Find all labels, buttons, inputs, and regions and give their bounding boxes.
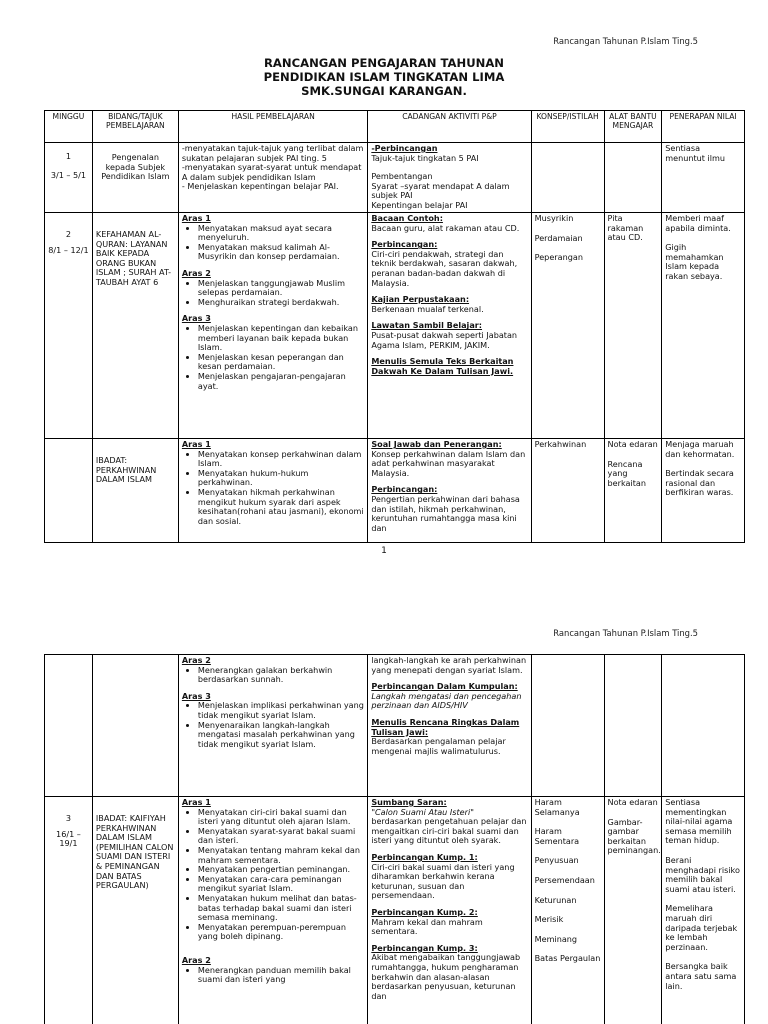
concept-term: Perkahwinan — [534, 439, 587, 449]
cell-nilai — [662, 213, 745, 439]
level-heading: Aras 1 — [181, 213, 211, 223]
concept-term: Persemendaan — [534, 874, 595, 885]
header-minggu: MINGGU — [45, 111, 93, 143]
header-alat: ALAT BANTU MENGAJAR — [604, 111, 662, 143]
outcome-list — [182, 966, 364, 985]
concept-term: Meminang — [534, 933, 578, 944]
list-item: • Menerangkan galakan berkahwin berdasarkan sunnah. — [198, 666, 364, 685]
teaching-aid: Pita rakaman atau CD. — [607, 213, 644, 243]
cell-bidang — [92, 797, 178, 1024]
activity-text: Ciri-ciri pendakwah, strategi dan teknik berdakwah, sasaran dakwah, peranan badan-badan dakwah di Malaysia. — [371, 248, 518, 288]
outcome-list — [182, 324, 364, 391]
cell-nilai — [662, 655, 745, 797]
activity-text: Pembentangan — [371, 171, 433, 182]
topic-text: IBADAT: PERKAHWINAN DALAM ISLAM — [95, 455, 157, 485]
document-title — [0, 56, 768, 98]
teaching-aid: Nota edaran — [607, 439, 658, 449]
activity-text: Berkenaan mualaf terkenal. — [371, 303, 484, 314]
level-heading: Aras 1 — [181, 797, 211, 807]
value-text: Memelihara maruah diri daripada terjebak ke lembah perzinaan. — [665, 903, 738, 952]
cell-bidang — [92, 143, 178, 213]
week-number: 2 — [65, 229, 72, 239]
header-hasil: HASIL PEMBELAJARAN — [178, 111, 367, 143]
activity-text: Pengertian perkahwinan dari bahasa dan istilah, hikmah perkahwinan, keruntuhan rumahtangga masa kini dan — [371, 493, 520, 533]
cell-aktiviti — [368, 797, 531, 1024]
cell-bidang — [92, 655, 178, 797]
cell-hasil — [178, 439, 367, 543]
concept-term: Haram Sementara — [534, 826, 580, 846]
activity-heading: Perbincangan: — [371, 484, 438, 495]
table-header-row — [45, 111, 745, 143]
activity-heading: Perbincangan Kump. 3: — [371, 942, 478, 953]
list-item: • Menerangkan panduan memilih bakal suami dan isteri yang — [198, 966, 364, 985]
week-dates: 8/1 – 12/1 — [48, 244, 89, 255]
list-item: • Menyatakan tentang mahram kekal dan mahram sementara. — [198, 846, 364, 865]
activity-text: Berdasarkan pengalaman pelajar mengenai majlis walimatulurus. — [371, 736, 506, 756]
week-number: 1 — [65, 151, 72, 161]
level-heading: Aras 2 — [181, 655, 211, 665]
cell-hasil — [178, 213, 367, 439]
cell-aktiviti — [368, 143, 531, 213]
plan-table — [44, 110, 745, 543]
teaching-aid: Gambar-gambar berkaitan peminangan. — [607, 816, 661, 856]
topic-text: IBADAT: KAIFIYAH PERKAHWINAN DALAM ISLAM (PEMILIHAN CALON SUAMI DAN ISTERI & PEMINANGAN DAN BATAS PERGAULAN) — [95, 813, 174, 891]
table-row — [45, 213, 745, 439]
cell-minggu — [45, 797, 93, 1024]
plan-table-continued — [44, 654, 745, 1024]
activity-heading: Perbincangan Kump. 2: — [371, 906, 478, 917]
activity-heading: Soal Jawab dan Penerangan: — [371, 439, 502, 449]
list-item: • Menyenaraikan langkah-langkah mengatasi masalah perkahwinan yang tidak mengikut syariat Islam. — [198, 721, 364, 750]
teaching-aid: Rencana yang berkaitan — [607, 458, 647, 488]
activity-text: Langkah mengatasi dan pencegahan perzinaan dan AIDS/HIV — [371, 690, 522, 711]
title-line-3: SMK.SUNGAI KARANGAN. — [301, 84, 467, 98]
activity-heading: Perbincangan Kump. 1: — [371, 851, 478, 862]
list-item: • Menjelaskan pengajaran-pengajaran ayat. — [198, 372, 364, 391]
list-item: • Menyatakan ciri-ciri bakal suami dan isteri yang dituntut oleh ajaran Islam. — [198, 808, 364, 827]
list-item: • Menjelaskan kepentingan dan kebaikan memberi layanan baik kepada bukan Islam. — [198, 324, 364, 353]
concept-term: Keturunan — [534, 894, 577, 905]
list-item: • Menyatakan hikmah perkahwinan mengikut hukum syarak dari aspek kesihatan(rohani atau jasmani), ekonomi dan sosial. — [198, 488, 364, 526]
page-number: 1 — [381, 546, 387, 556]
outcome-text: -menyatakan syarat-syarat untuk mendapat A dalam subjek pendidikan Islam — [181, 162, 362, 182]
level-heading: Aras 3 — [181, 690, 211, 701]
cell-alat — [604, 439, 662, 543]
activity-heading: Bacaan Contoh: — [371, 213, 443, 223]
activity-text: Bacaan guru, alat rakaman atau CD. — [371, 222, 520, 233]
cell-konsep — [531, 213, 604, 439]
teaching-aid: Nota edaran — [607, 797, 658, 807]
outcome-text: - Menjelaskan kepentingan belajar PAI. — [181, 181, 339, 192]
header-bidang: BIDANG/TAJUK PEMBELAJARAN — [92, 111, 178, 143]
header-nilai: PENERAPAN NILAI — [662, 111, 745, 143]
table-row — [45, 143, 745, 213]
list-item: • Menyatakan konsep perkahwinan dalam Islam. — [198, 450, 364, 469]
table-row — [45, 797, 745, 1024]
header-aktiviti: CADANGAN AKTIVITI P&P — [368, 111, 531, 143]
activity-heading: Sumbang Saran: — [371, 797, 447, 807]
table-row — [45, 655, 745, 797]
activity-text: Tajuk-tajuk tingkatan 5 PAI — [371, 152, 479, 163]
cell-minggu — [45, 143, 93, 213]
concept-term: Penyusuan — [534, 855, 579, 866]
concept-term: Perdamaian — [534, 232, 583, 243]
activity-text: Pusat-pusat dakwah seperti Jabatan Agama Islam, PERKIM, JAKIM. — [371, 329, 518, 350]
activity-heading: Perbincangan Dalam Kumpulan: — [371, 681, 518, 692]
level-heading: Aras 2 — [181, 267, 211, 278]
activity-text: Konsep perkahwinan dalam Islam dan adat perkahwinan masyarakat Malaysia. — [371, 448, 526, 478]
outcome-list — [182, 701, 364, 749]
running-header: Rancangan Tahunan P.Islam Ting.5 — [553, 628, 698, 638]
activity-text: Kepentingan belajar PAI — [371, 199, 468, 210]
list-item: • Menyatakan maksud kalimah Al-Musyrikin dan konsep perdamaian. — [198, 243, 364, 262]
outcome-list — [182, 224, 364, 262]
list-item: • Menyatakan syarat-syarat bakal suami dan isteri. — [198, 827, 364, 846]
outcome-list — [182, 666, 364, 685]
cell-konsep — [531, 655, 604, 797]
value-text: Gigih memahamkan Islam kepada rakan sebaya. — [665, 242, 724, 281]
cell-aktiviti — [368, 439, 531, 543]
value-text: Sentiasa mementingkan nilai-nilai agama semasa memilih teman hidup. — [665, 797, 733, 846]
cell-minggu — [45, 213, 93, 439]
cell-konsep — [531, 439, 604, 543]
activity-text: Mahram kekal dan mahram sementara. — [371, 916, 483, 937]
activity-heading: Kajian Perpustakaan: — [371, 294, 470, 305]
cell-minggu — [45, 655, 93, 797]
week-dates: 3/1 – 5/1 — [50, 169, 87, 180]
cell-bidang — [92, 439, 178, 543]
activity-heading: Menulis Semula Teks Berkaitan Dakwah Ke Dalam Tulisan Jawi. — [371, 356, 514, 376]
list-item: • Menjelaskan tanggungjawab Muslim selepas perdamaian. — [198, 279, 364, 298]
cell-alat — [604, 143, 662, 213]
list-item: • Menyatakan hukum-hukum perkahwinan. — [198, 469, 364, 488]
cell-nilai — [662, 797, 745, 1024]
cell-konsep — [531, 143, 604, 213]
activity-text: Syarat –syarat mendapat A dalam subjek PAI — [371, 180, 510, 201]
activity-text: berdasarkan pengetahuan pelajar dan mengaitkan ciri-ciri bakal suami dan isteri yang dituntut oleh syarak. — [371, 816, 527, 846]
week-dates: 16/1 – 19/1 — [56, 828, 81, 849]
list-item: • Menyatakan hukum melihat dan batas-batas terhadap bakal suami dan isteri semasa meminang. — [198, 894, 364, 923]
cell-hasil — [178, 655, 367, 797]
cell-minggu — [45, 439, 93, 543]
title-line-1: RANCANGAN PENGAJARAN TAHUNAN — [263, 56, 505, 70]
activity-text: Akibat mengabaikan tanggungjawab rumahtangga, hukum pengharaman berkahwin dan alasan-alasan berdasarkan penyusuan, keturunan dan — [371, 952, 521, 1001]
activity-heading: -Perbincangan — [371, 143, 438, 153]
value-text: Berani menghadapi risiko memilih bakal suami atau isteri. — [665, 854, 740, 894]
document-page-2 — [0, 592, 768, 1024]
cell-alat — [604, 213, 662, 439]
value-text: Menjaga maruah dan kehormatan. — [665, 439, 735, 459]
value-text: Memberi maaf apabila diminta. — [665, 213, 731, 233]
activity-heading: Lawatan Sambil Belajar: — [371, 320, 483, 331]
cell-nilai — [662, 143, 745, 213]
value-text: Bertindak secara rasional dan berfikiran waras. — [665, 468, 734, 498]
activity-heading: Perbincangan: — [371, 239, 438, 250]
outcome-list — [182, 808, 364, 942]
title-line-2: PENDIDIKAN ISLAM TINGKATAN LIMA — [263, 70, 505, 84]
list-item: • Menjelaskan implikasi perkahwinan yang tidak mengikut syariat Islam. — [198, 701, 364, 720]
level-heading: Aras 1 — [181, 439, 211, 449]
activity-text: Ciri-ciri bakal suami dan isteri yang diharamkan berkahwin kerana keturunan, susuan dan persemendaan. — [371, 861, 515, 901]
cell-alat — [604, 797, 662, 1024]
cell-bidang — [92, 213, 178, 439]
concept-term: Musyrikin — [534, 213, 574, 223]
list-item: • Menyatakan perempuan-perempuan yang boleh dipinang. — [198, 923, 364, 942]
activity-quote: "Calon Suami Atau Isteri" — [371, 806, 474, 817]
concept-term: Haram Selamanya — [534, 797, 580, 817]
concept-term: Merisik — [534, 914, 564, 925]
cell-nilai — [662, 439, 745, 543]
outcome-text: -menyatakan tajuk-tajuk yang terlibat dalam sukatan pelajaran subjek PAI ting. 5 — [181, 143, 364, 163]
level-heading: Aras 2 — [181, 954, 211, 965]
outcome-list — [182, 279, 364, 308]
list-item: • Menyatakan pengertian peminangan. — [198, 865, 364, 875]
value-text: Bersangka baik antara satu sama lain. — [665, 961, 737, 991]
week-number: 3 — [65, 813, 72, 823]
cell-aktiviti — [368, 213, 531, 439]
cell-konsep — [531, 797, 604, 1024]
cell-hasil — [178, 797, 367, 1024]
header-konsep: KONSEP/ISTILAH — [531, 111, 604, 143]
activity-text: langkah-langkah ke arah perkahwinan yang menepati dengan syariat Islam. — [371, 655, 527, 675]
running-header: Rancangan Tahunan P.Islam Ting.5 — [553, 36, 698, 46]
activity-heading: Menulis Rencana Ringkas Dalam Tulisan Jawi: — [371, 716, 520, 737]
value-text: Sentiasa menuntut ilmu — [665, 143, 726, 163]
list-item: • Menghuraikan strategi berdakwah. — [198, 298, 364, 308]
table-row — [45, 439, 745, 543]
cell-alat — [604, 655, 662, 797]
list-item: • Menyatakan maksud ayat secara menyeluruh. — [198, 224, 364, 243]
topic-text: KEFAHAMAN AL-QURAN: LAYANAN BAIK KEPADA ORANG BUKAN ISLAM ; SURAH AT-TAUBAH AYAT 6 — [95, 229, 172, 287]
level-heading: Aras 3 — [181, 313, 211, 324]
concept-term: Peperangan — [534, 252, 583, 263]
list-item: • Menjelaskan kesan peperangan dan kesan perdamaian. — [198, 353, 364, 372]
cell-aktiviti — [368, 655, 531, 797]
concept-term: Batas Pergaulan — [534, 953, 601, 964]
cell-hasil — [178, 143, 367, 213]
outcome-list — [182, 450, 364, 527]
topic-text: Pengenalan kepada Subjek Pendidikan Islam — [101, 152, 170, 182]
list-item: • Menyatakan cara-cara peminangan mengikut syariat Islam. — [198, 875, 364, 894]
